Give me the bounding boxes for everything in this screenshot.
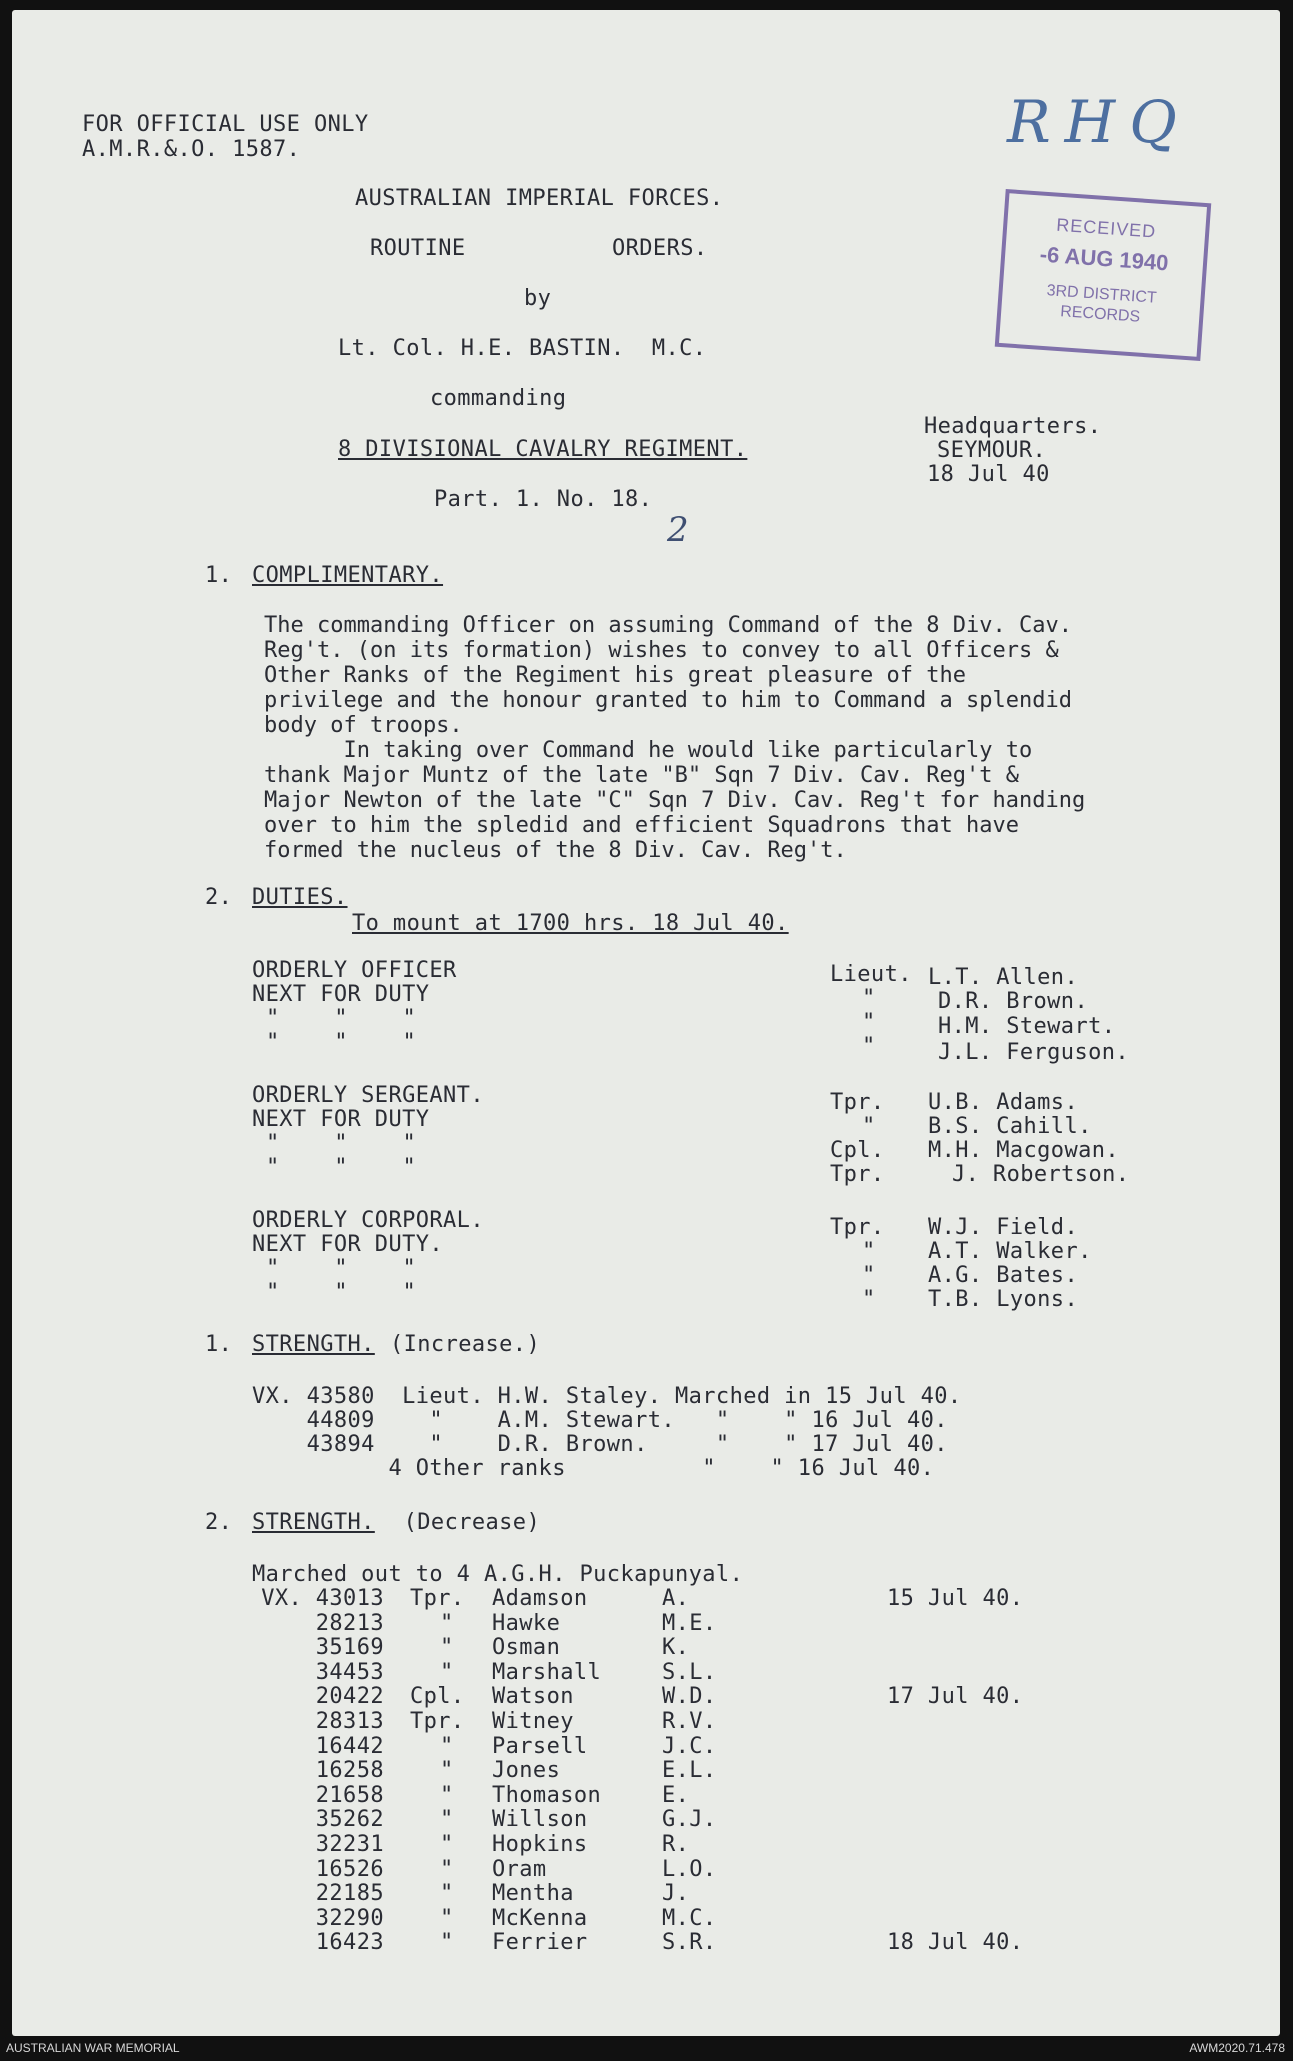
duty-name: U.B. Adams.: [928, 1090, 1079, 1115]
decrease-init: K.: [662, 1635, 690, 1661]
duty-rank: Tpr.: [830, 1090, 885, 1115]
duties-subheading: To mount at 1700 hrs. 18 Jul 40.: [352, 911, 789, 936]
strength-increase-line: 43894 " D.R. Brown. " " 17 Jul 40.: [252, 1432, 948, 1457]
decrease-init: A.: [662, 1586, 690, 1611]
decrease-no: 16423: [315, 1930, 384, 1956]
section-number: 2.: [205, 1510, 233, 1535]
decrease-rank: ": [440, 1807, 454, 1833]
duty-role: NEXT FOR DUTY: [252, 982, 430, 1007]
duty-rank: ": [862, 1010, 876, 1035]
section-heading-strength-increase: STRENGTH.: [252, 1332, 375, 1357]
duty-role: ORDERLY SERGEANT.: [252, 1083, 484, 1108]
section-heading-duties: DUTIES.: [252, 885, 348, 910]
decrease-no: 28313: [315, 1709, 384, 1734]
handwritten-rhq: RHQ: [1007, 88, 1191, 156]
decrease-init: M.E.: [662, 1610, 717, 1636]
duty-name: H.M. Stewart.: [938, 1014, 1116, 1039]
decrease-rank: ": [440, 1905, 454, 1931]
decrease-no: 32290: [315, 1905, 384, 1931]
decrease-name: Osman: [492, 1635, 561, 1661]
duty-name: W.J. Field.: [928, 1215, 1079, 1240]
decrease-no: 34453: [315, 1659, 384, 1685]
decrease-rank: ": [440, 1635, 454, 1661]
decrease-name: McKenna: [492, 1905, 588, 1931]
duty-rank: ": [862, 1263, 876, 1288]
duty-rank: ": [862, 1239, 876, 1264]
decrease-no: VX. 43013: [261, 1586, 384, 1611]
duty-name: J.L. Ferguson.: [938, 1040, 1130, 1065]
decrease-date: 15 Jul 40.: [887, 1586, 1024, 1611]
decrease-init: G.J.: [662, 1807, 717, 1833]
decrease-name: Witney: [492, 1709, 574, 1734]
section-heading-strength-decrease: STRENGTH.: [252, 1510, 375, 1535]
handwritten-part-number: 2: [667, 510, 689, 550]
duty-rank: Cpl.: [830, 1138, 885, 1163]
strength-decrease-intro: Marched out to 4 A.G.H. Puckapunyal.: [252, 1562, 744, 1587]
stamp-line-4: RECORDS: [1059, 303, 1141, 326]
duty-role: NEXT FOR DUTY.: [252, 1232, 444, 1257]
decrease-init: W.D.: [662, 1684, 717, 1710]
duty-role: " " ": [266, 1155, 417, 1180]
decrease-name: Thomason: [492, 1782, 602, 1808]
section-heading-complimentary: COMPLIMENTARY.: [252, 563, 444, 588]
decrease-init: J.: [662, 1881, 690, 1907]
decrease-init: S.L.: [662, 1659, 717, 1685]
received-stamp: [995, 189, 1212, 361]
decrease-name: Parsell: [492, 1733, 588, 1759]
decrease-rank: Cpl.: [410, 1684, 465, 1710]
duty-name: J. Robertson.: [952, 1162, 1130, 1187]
duty-rank: ": [862, 986, 876, 1011]
decrease-rank: ": [440, 1881, 454, 1907]
decrease-rank: ": [440, 1733, 454, 1759]
decrease-rank: ": [440, 1782, 454, 1808]
duty-role: " " ": [266, 1256, 417, 1281]
strength-decrease-suffix: (Decrease): [390, 1510, 541, 1535]
decrease-date: 18 Jul 40.: [887, 1930, 1024, 1956]
strength-increase-line: VX. 43580 Lieut. H.W. Staley. Marched in 15 Jul 40.: [252, 1384, 962, 1409]
decrease-name: Oram: [492, 1856, 547, 1882]
decrease-no: 16526: [315, 1856, 384, 1882]
decrease-no: 32231: [315, 1832, 384, 1857]
decrease-no: 16442: [315, 1733, 384, 1759]
hq-date: 18 Jul 40: [927, 462, 1050, 487]
duty-role: " " ": [266, 1131, 417, 1156]
decrease-name: Mentha: [492, 1881, 574, 1907]
decrease-init: L.O.: [662, 1856, 717, 1882]
decrease-name: Hopkins: [492, 1832, 588, 1857]
document-page: [12, 10, 1280, 2036]
duty-role: NEXT FOR DUTY: [252, 1107, 430, 1132]
decrease-no: 35262: [315, 1807, 384, 1833]
duty-name: M.H. Macgowan.: [928, 1138, 1120, 1163]
duty-role: ORDERLY CORPORAL.: [252, 1208, 484, 1233]
duty-name: A.T. Walker.: [928, 1239, 1092, 1264]
by-label: by: [524, 286, 552, 311]
duty-name: T.B. Lyons.: [928, 1287, 1079, 1312]
reference-number: A.M.R.&.O. 1587.: [82, 137, 301, 162]
decrease-init: M.C.: [662, 1905, 717, 1931]
hq-line-1: Headquarters.: [924, 414, 1102, 439]
unit-name: 8 DIVISIONAL CAVALRY REGIMENT.: [338, 437, 748, 462]
complimentary-text: The commanding Officer on assuming Command of the 8 Div. Cav. Reg't. (on its formation) wishes to convey to all Officers & Other Ranks of the Regiment his great pleasure of the privilege and the honour granted to him to Command a splendid body of troops. In taking over Command he would like particularly to thank Major Muntz of the late "B" Sqn 7 Div. Cav. Reg't & Major Newton of the late "C" Sqn 7 Div. Cav. Reg't for handing over to him the spledid and efficient Squadrons that have formed the nucleus of the 8 Div. Cav. Reg't.: [264, 613, 1086, 863]
decrease-name: Adamson: [492, 1586, 588, 1611]
section-number: 1.: [205, 563, 233, 588]
decrease-init: E.: [662, 1782, 690, 1808]
decrease-rank: ": [440, 1832, 454, 1857]
section-number: 2.: [205, 885, 233, 910]
footer-right: AWM2020.71.478: [1189, 2041, 1285, 2055]
decrease-no: 16258: [315, 1758, 384, 1784]
doc-subtitle-a: ROUTINE: [370, 236, 466, 261]
part-number: Part. 1. No. 18.: [434, 487, 653, 512]
stamp-line-1: RECEIVED: [1055, 214, 1157, 242]
duty-rank: Lieut.: [830, 962, 912, 987]
strength-increase-suffix: (Increase.): [390, 1332, 541, 1357]
duty-rank: ": [862, 1114, 876, 1139]
duty-name: A.G. Bates.: [928, 1263, 1079, 1288]
stamp-date: -6 AUG 1940: [1039, 241, 1170, 276]
decrease-name: Jones: [492, 1758, 561, 1784]
decrease-rank: ": [440, 1930, 454, 1956]
duty-name: L.T. Allen.: [928, 965, 1079, 990]
decrease-date: 17 Jul 40.: [887, 1684, 1024, 1710]
decrease-no: 28213: [315, 1610, 384, 1636]
footer-left: AUSTRALIAN WAR MEMORIAL: [6, 2041, 180, 2055]
decrease-name: Hawke: [492, 1610, 561, 1636]
hq-location: SEYMOUR.: [937, 438, 1047, 463]
duty-name: D.R. Brown.: [938, 989, 1089, 1014]
decrease-init: R.: [662, 1832, 690, 1857]
decrease-name: Willson: [492, 1807, 588, 1833]
decrease-rank: ": [440, 1610, 454, 1636]
decrease-name: Watson: [492, 1684, 574, 1710]
restriction-label: FOR OFFICIAL USE ONLY: [82, 112, 369, 137]
section-number: 1.: [205, 1332, 233, 1357]
stamp-line-3: 3RD DISTRICT: [1046, 282, 1158, 307]
duty-role: ORDERLY OFFICER: [252, 958, 457, 983]
decrease-rank: ": [440, 1856, 454, 1882]
decrease-rank: ": [440, 1758, 454, 1784]
decrease-no: 21658: [315, 1782, 384, 1808]
decrease-init: E.L.: [662, 1758, 717, 1784]
strength-increase-line: 44809 " A.M. Stewart. " " 16 Jul 40.: [252, 1408, 948, 1433]
commander-name: Lt. Col. H.E. BASTIN. M.C.: [338, 336, 707, 361]
decrease-name: Marshall: [492, 1659, 602, 1685]
decrease-init: S.R.: [662, 1930, 717, 1956]
duty-role: " " ": [266, 1030, 417, 1055]
decrease-rank: Tpr.: [410, 1586, 465, 1611]
decrease-rank: ": [440, 1659, 454, 1685]
decrease-no: 22185: [315, 1881, 384, 1907]
duty-role: " " ": [266, 1006, 417, 1031]
duty-rank: Tpr.: [830, 1162, 885, 1187]
decrease-no: 20422: [315, 1684, 384, 1710]
commanding-label: commanding: [430, 386, 567, 411]
decrease-rank: Tpr.: [410, 1709, 465, 1734]
duty-role: " " ": [266, 1280, 417, 1305]
duty-rank: ": [862, 1287, 876, 1312]
strength-increase-line: 4 Other ranks " " 16 Jul 40.: [252, 1456, 935, 1481]
doc-subtitle-b: ORDERS.: [612, 236, 708, 261]
duty-name: B.S. Cahill.: [928, 1114, 1092, 1139]
doc-title: AUSTRALIAN IMPERIAL FORCES.: [355, 186, 724, 211]
duty-rank: Tpr.: [830, 1215, 885, 1240]
decrease-init: J.C.: [662, 1733, 717, 1759]
duty-rank: ": [862, 1034, 876, 1059]
decrease-no: 35169: [315, 1635, 384, 1661]
decrease-name: Ferrier: [492, 1930, 588, 1956]
decrease-init: R.V.: [662, 1709, 717, 1734]
